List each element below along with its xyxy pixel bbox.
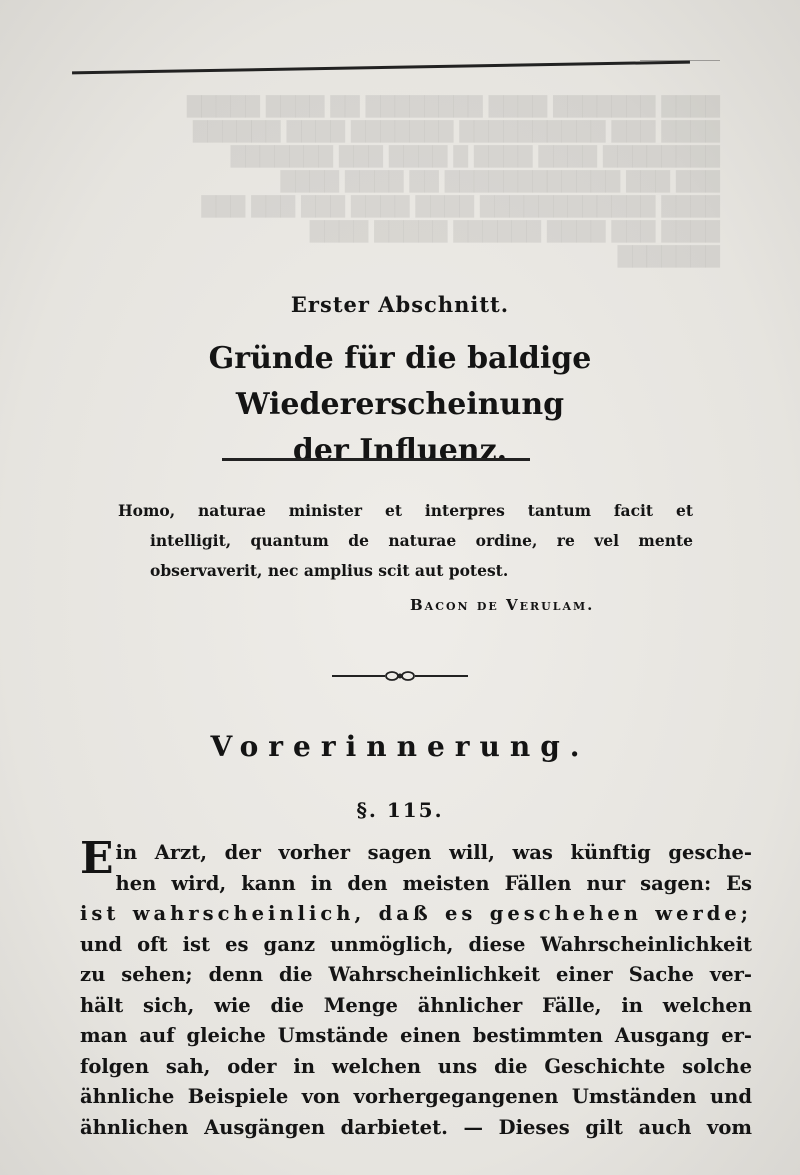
preface-heading: Vorerinnerung.: [210, 730, 590, 763]
chapter-title-line-2: der Influenz.: [292, 433, 508, 468]
paragraph-number: §. 115.: [356, 798, 444, 822]
epigraph-line-3: observaverit, nec amplius scit aut potest.: [150, 561, 509, 580]
ornament-divider-icon: [330, 666, 470, 686]
body-line-6: hält sich, wie die Menge ähnlicher Fälle, in welchen: [80, 993, 752, 1017]
epigraph-line-2: intelligit, quantum de naturae ordine, re vel mente: [150, 531, 693, 550]
body-line-7: man auf gleiche Umstände einen bestimmten Ausgang er-: [80, 1024, 752, 1047]
body-line-2: hen wird, kann in den meisten Fällen nur sagen: Es: [115, 871, 752, 895]
epigraph: [118, 496, 693, 586]
bleed-through-text: ████ ███████ ████ ████████ ██ ████ █████ ████ ███ ██████████ ███████ ████ ██████ ████████ ████ ████ █ ████ ███ ███████ ███ ███ ████████████ ██ ████ ████ ████ ████████████ ████ ████ ███ ███ ███ ████ ███ ████ ██████ █████ ████ ███████: [186, 96, 720, 268]
top-rule: [72, 61, 690, 75]
body-line-1-text: in Arzt, der vorher sagen will, was künftig gesche-: [115, 841, 752, 864]
chapter-title-line-1: Gründe für die baldige Wiedererscheinung: [208, 341, 592, 422]
top-rule-faint: [640, 60, 720, 61]
section-label: Erster Abschnitt.: [290, 292, 510, 317]
body-line-10: ähnlichen Ausgängen darbietet. — Dieses gilt auch vom: [80, 1115, 752, 1139]
epigraph-attribution: Bacon de Verulam.: [410, 596, 595, 614]
epigraph-line-1: Homo, naturae minister et interpres tantum facit et: [118, 501, 693, 520]
body-line-8: folgen sah, oder in welchen uns die Geschichte solche: [80, 1054, 752, 1078]
preface-body: [80, 833, 752, 1143]
section-divider: [222, 458, 530, 461]
body-line-5: zu sehen; denn die Wahrscheinlichkeit einer Sache ver-: [80, 963, 752, 986]
drop-cap: E: [80, 833, 114, 884]
body-line-9: ähnliche Beispiele von vorhergegangenen Umständen und: [80, 1085, 752, 1108]
body-line-4: und oft ist es ganz unmöglich, diese Wahrscheinlichkeit: [80, 932, 752, 956]
chapter-title: [40, 336, 760, 474]
body-line-3: ist wahrscheinlich, daß es geschehen werde;: [80, 902, 752, 925]
